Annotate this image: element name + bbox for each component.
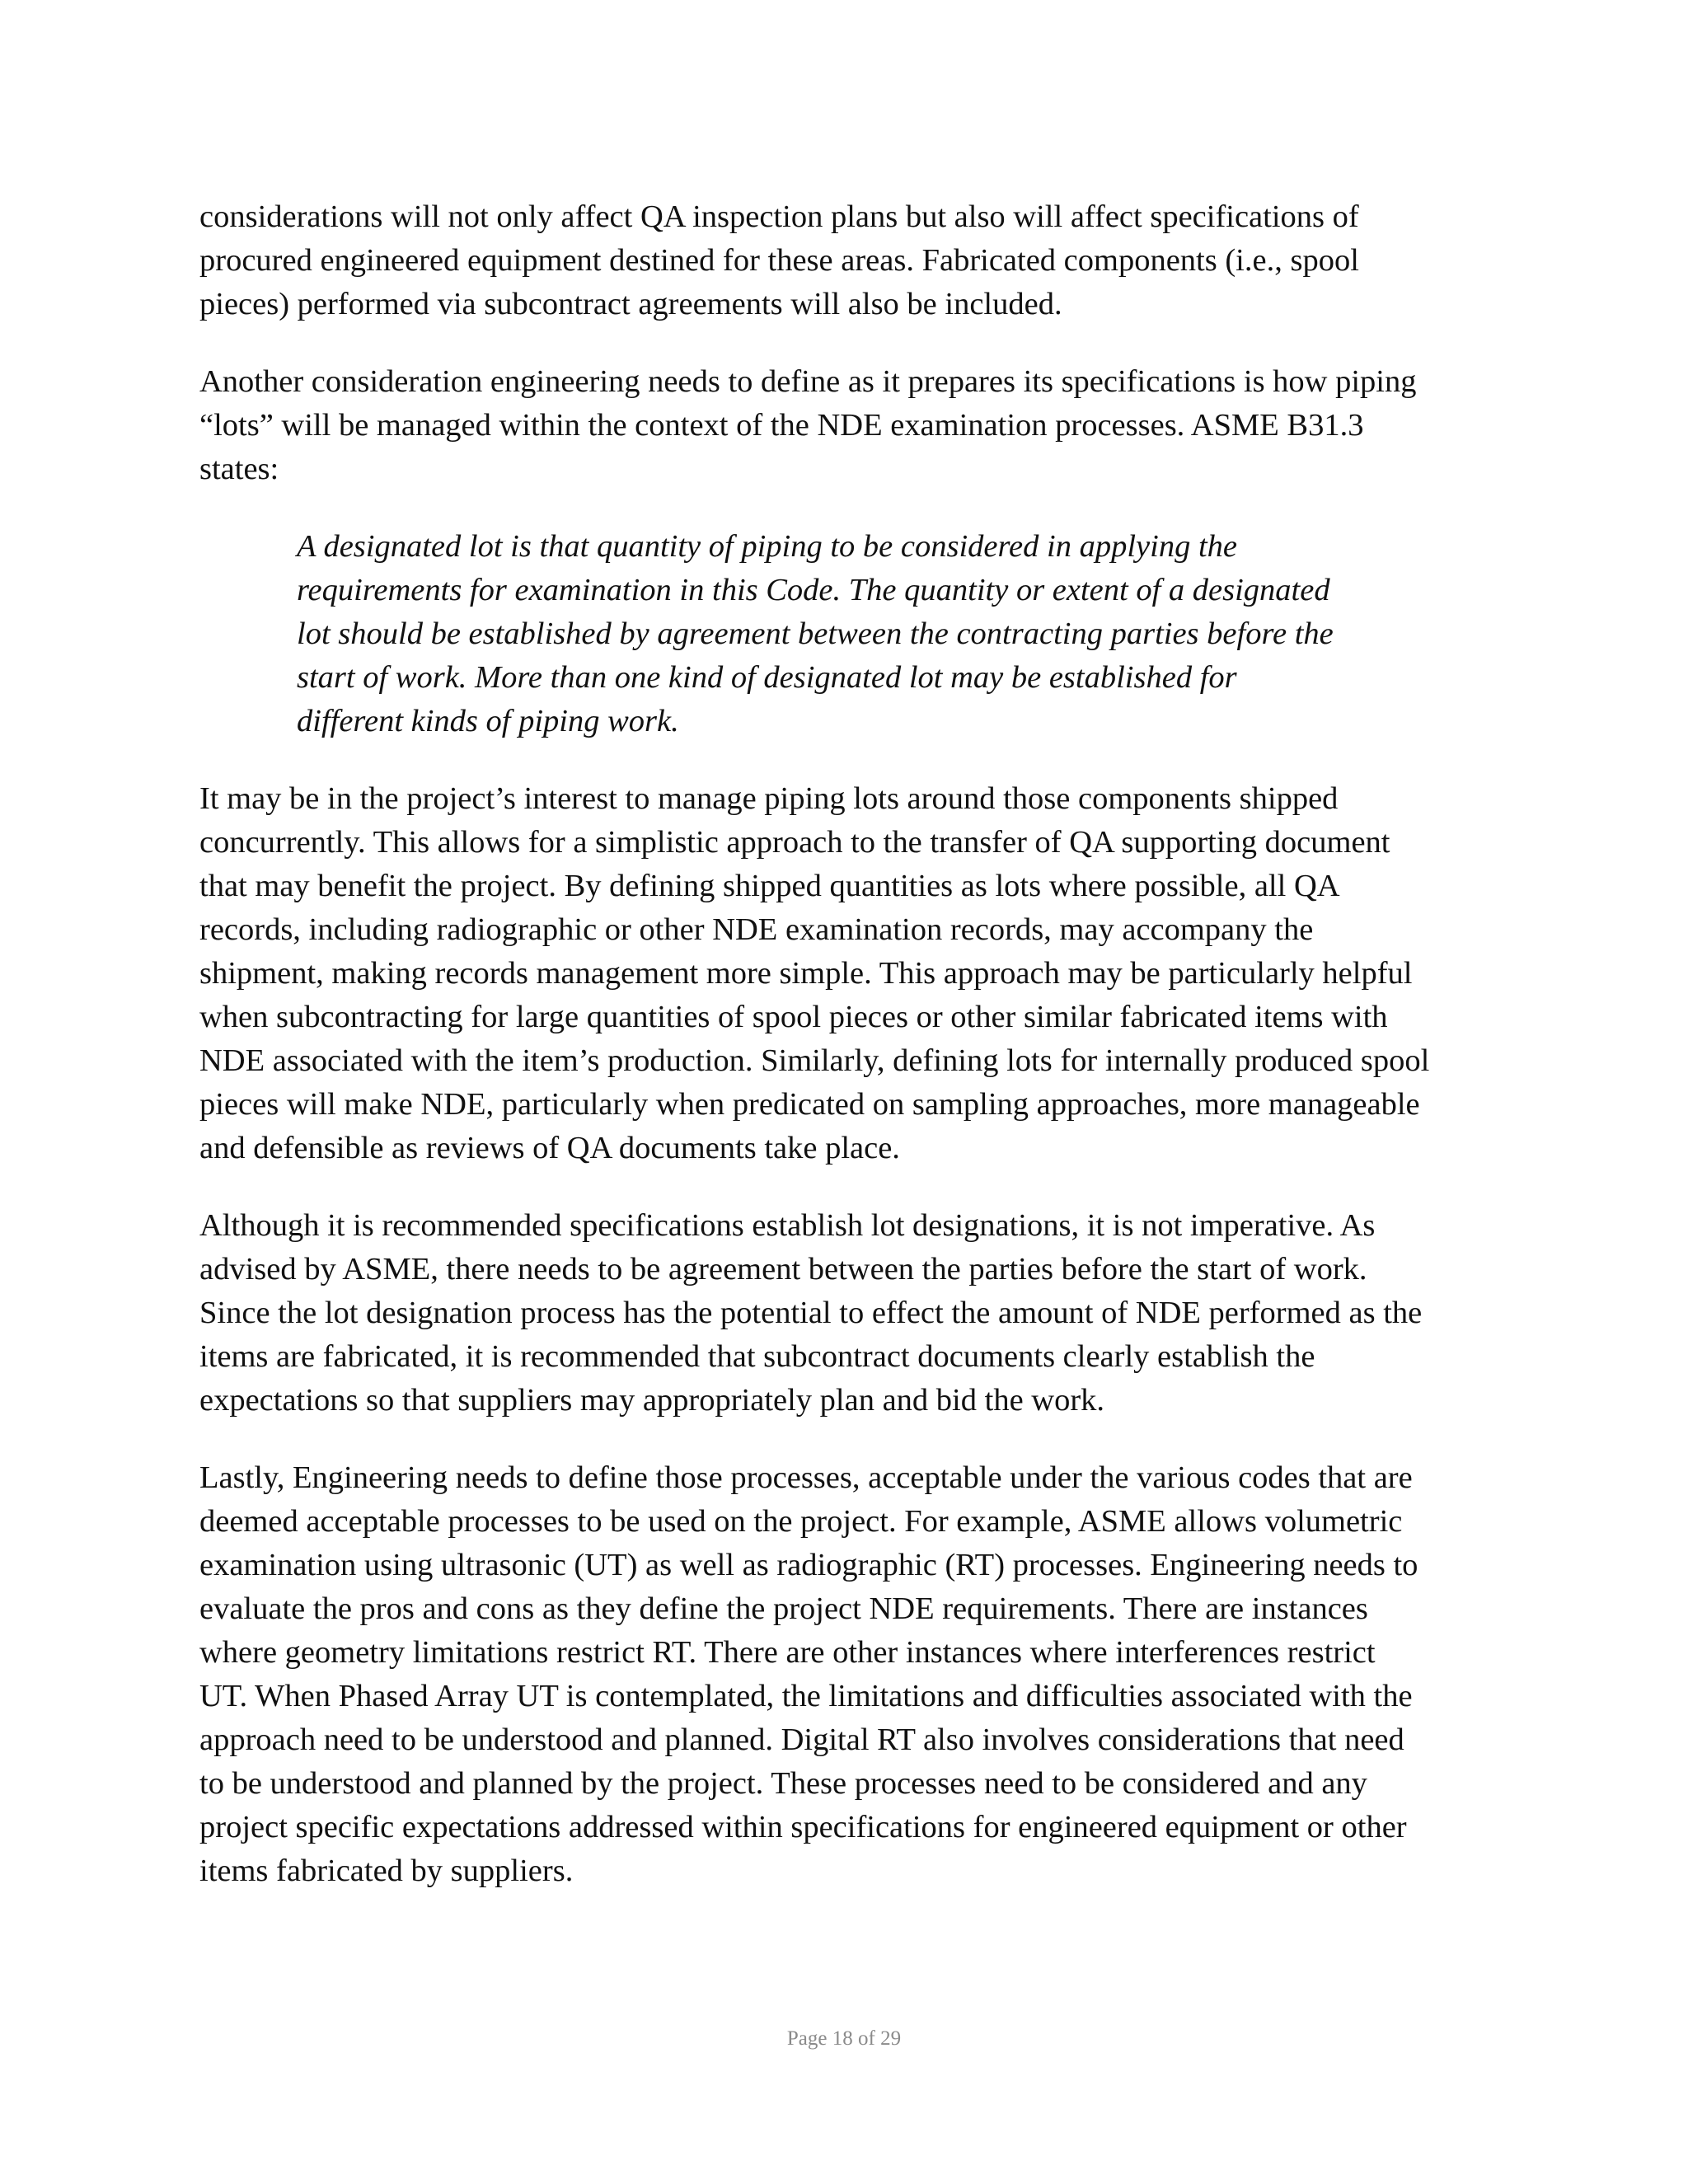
page-body <box>199 195 1502 1927</box>
quote-line: requirements for examination in this Code. The quantity or extent of a designated <box>297 573 1330 607</box>
text-line: items fabricated by suppliers. <box>199 1854 574 1888</box>
quote-line: A designated lot is that quantity of piping to be considered in applying the <box>297 529 1237 564</box>
text-line: where geometry limitations restrict RT. There are other instances where interferences restrict <box>199 1635 1376 1670</box>
text-line: procured engineered equipment destined for these areas. Fabricated components (i.e., spool <box>199 243 1359 278</box>
text-line: concurrently. This allows for a simplistic approach to the transfer of QA supporting document <box>199 825 1390 860</box>
text-line: approach need to be understood and planned. Digital RT also involves considerations that need <box>199 1722 1404 1757</box>
text-line: Since the lot designation process has the potential to effect the amount of NDE performed as the <box>199 1296 1423 1330</box>
text-line: states: <box>199 452 279 486</box>
text-line: It may be in the project’s interest to manage piping lots around those components shipped <box>199 781 1339 816</box>
text-line: NDE associated with the item’s production. Similarly, defining lots for internally produced spool <box>199 1043 1430 1078</box>
text-line: when subcontracting for large quantities of spool pieces or other similar fabricated items with <box>199 1000 1388 1034</box>
text-line: that may benefit the project. By defining shipped quantities as lots where possible, all QA <box>199 869 1340 903</box>
text-line: items are fabricated, it is recommended that subcontract documents clearly establish the <box>199 1339 1315 1374</box>
text-line: and defensible as reviews of QA documents take place. <box>199 1131 900 1165</box>
text-line: expectations so that suppliers may appropriately plan and bid the work. <box>199 1383 1105 1418</box>
text-line: Lastly, Engineering needs to define those processes, acceptable under the various codes that are <box>199 1460 1413 1495</box>
text-line: pieces) performed via subcontract agreements will also be included. <box>199 287 1062 321</box>
text-line: examination using ultrasonic (UT) as well as radiographic (RT) processes. Engineering needs to <box>199 1548 1418 1582</box>
quote-line: different kinds of piping work. <box>297 704 679 738</box>
text-line: project specific expectations addressed within specifications for engineered equipment or other <box>199 1810 1407 1844</box>
text-line: “lots” will be managed within the context of the NDE examination processes. ASME B31.3 <box>199 408 1364 443</box>
paragraph-2 <box>199 360 1502 491</box>
block-quote-asme <box>297 525 1451 743</box>
text-line: considerations will not only affect QA inspection plans but also will affect specifications of <box>199 199 1359 234</box>
text-line: Although it is recommended specifications establish lot designations, it is not imperative. As <box>199 1208 1376 1243</box>
text-line: evaluate the pros and cons as they define the project NDE requirements. There are instances <box>199 1591 1368 1626</box>
paragraph-1 <box>199 195 1502 326</box>
text-line: Another consideration engineering needs to define as it prepares its specifications is how piping <box>199 364 1417 399</box>
paragraph-4 <box>199 1204 1502 1422</box>
page-number-footer: Page 18 of 29 <box>786 2027 902 2050</box>
text-line: shipment, making records management more simple. This approach may be particularly helpful <box>199 956 1413 991</box>
quote-line: lot should be established by agreement between the contracting parties before the <box>297 616 1334 651</box>
text-line: pieces will make NDE, particularly when predicated on sampling approaches, more manageable <box>199 1087 1420 1122</box>
paragraph-3 <box>199 777 1502 1170</box>
paragraph-5 <box>199 1456 1502 1893</box>
text-line: deemed acceptable processes to be used on the project. For example, ASME allows volumetric <box>199 1504 1403 1539</box>
text-line: to be understood and planned by the project. These processes need to be considered and any <box>199 1766 1367 1801</box>
quote-line: start of work. More than one kind of designated lot may be established for <box>297 660 1237 695</box>
text-line: records, including radiographic or other NDE examination records, may accompany the <box>199 912 1314 947</box>
text-line: advised by ASME, there needs to be agreement between the parties before the start of work. <box>199 1252 1367 1286</box>
text-line: UT. When Phased Array UT is contemplated, the limitations and difficulties associated with the <box>199 1679 1413 1713</box>
